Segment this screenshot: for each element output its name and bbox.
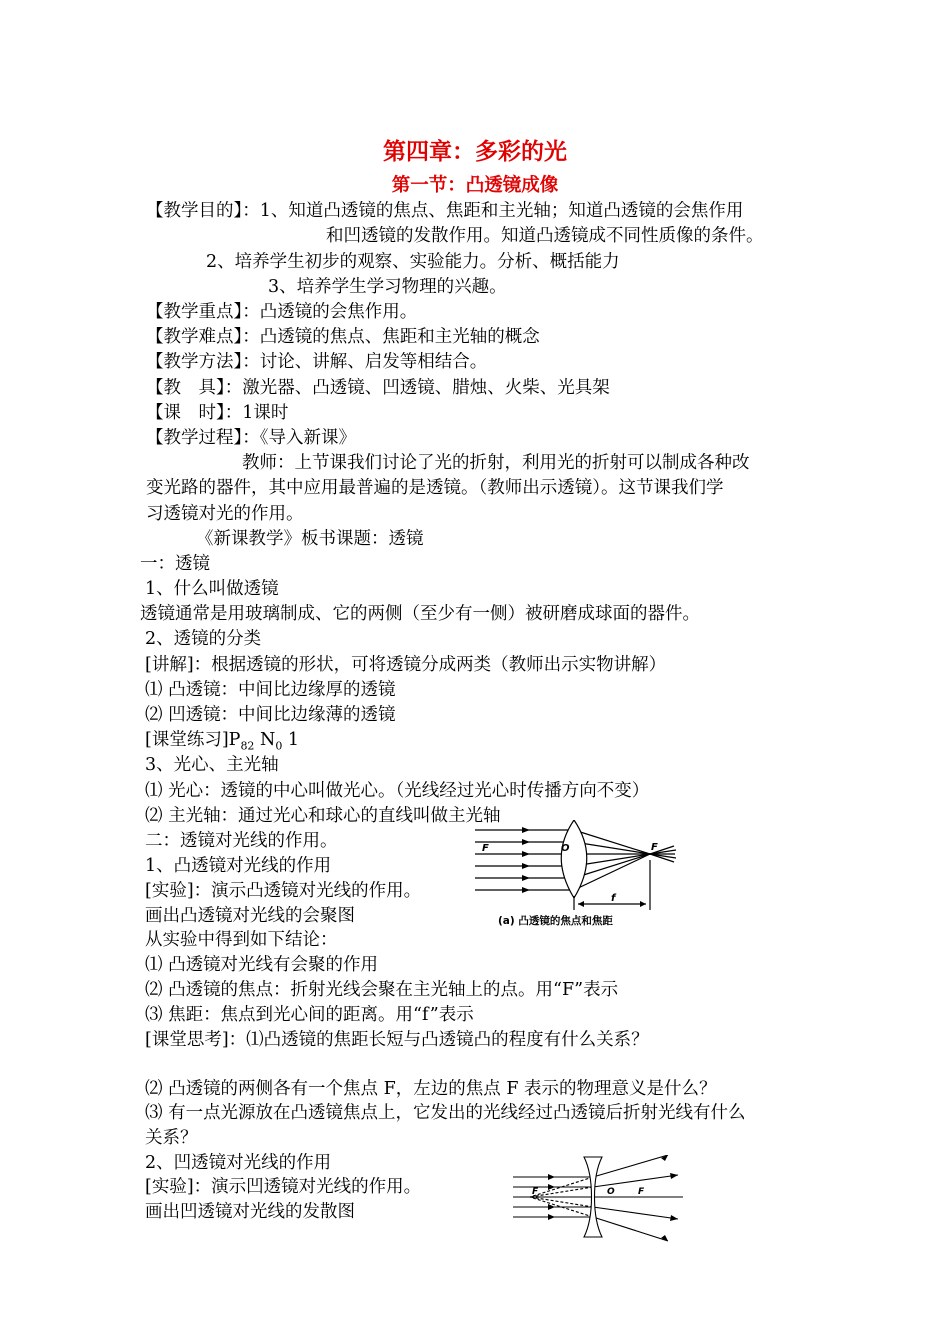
text-line: [课堂思考]：⑴凸透镜的焦距长短与凸透镜凸的程度有什么关系？ (145, 1030, 649, 1050)
text-line: 变光路的器件，其中应用最普遍的是透镜。（教师出示透镜）。这节课我们学 (146, 478, 724, 498)
text-line: 2、培养学生初步的观察、实验能力。分析、概括能力 (206, 252, 620, 272)
text-line: ⑵ 凸透镜的焦点：折射光线会聚在主光轴上的点。用“F”表示 (145, 980, 619, 1000)
focus-label: F (651, 842, 658, 853)
text-line: 【教 具】：激光器、凸透镜、凹透镜、腊烛、火柴、光具架 (146, 378, 610, 398)
text-line: 透镜通常是用玻璃制成、它的两侧（至少有一侧）被研磨成球面的器件。 (140, 604, 700, 624)
text-line: ⑵ 凹透镜：中间比边缘薄的透镜 (145, 705, 396, 725)
text-line: [实验]：演示凸透镜对光线的作用。 (145, 881, 422, 901)
text-line: ⑶ 有一点光源放在凸透镜焦点上，它发出的光线经过凸透镜后折射光线有什么 (145, 1103, 746, 1123)
text-line: 画出凸透镜对光线的会聚图 (145, 906, 355, 926)
text-line: 二：透镜对光线的作用。 (145, 831, 338, 851)
text-line: 关系？ (145, 1128, 198, 1148)
focus-label-right: F (638, 1187, 645, 1197)
text-line: ⑶ 焦距：焦点到光心间的距离。用“f”表示 (145, 1005, 474, 1025)
text-line: 3、光心、主光轴 (145, 755, 279, 775)
text-line: 从实验中得到如下结论： (145, 930, 338, 950)
text-line: [实验]：演示凹透镜对光线的作用。 (145, 1177, 422, 1197)
text-line: 1、凸透镜对光线的作用 (145, 856, 332, 876)
text-line: ⑴ 凸透镜：中间比边缘厚的透镜 (145, 680, 396, 700)
text-line: 2、凹透镜对光线的作用 (145, 1153, 332, 1173)
text-line: 【教学难点】：凸透镜的焦点、焦距和主光轴的概念 (146, 327, 540, 347)
text-line: 【教学过程】：《导入新课》 (146, 428, 356, 448)
focal-length-label: f (611, 893, 616, 904)
text-line: 习透镜对光的作用。 (146, 504, 304, 524)
optical-center-label: O (561, 843, 570, 854)
focus-label-left: F (482, 843, 489, 854)
text-line: 【课 时】：1课时 (146, 403, 289, 423)
text-line: 一：透镜 (140, 554, 210, 574)
text-line: 【教学方法】：讨论、讲解、启发等相结合。 (146, 352, 488, 372)
text-line: 和凹透镜的发散作用。知道凸透镜成不同性质像的条件。 (326, 226, 764, 246)
text-line: ⑴ 凸透镜对光线有会聚的作用 (145, 955, 379, 975)
convex-lens-diagram (470, 820, 690, 932)
exercise-line: [课堂练习]$P_{82}$ $N_0$ 1 (145, 730, 300, 753)
focus-label-left: F (532, 1187, 539, 1197)
text-line: 《新课教学》板书课题：透镜 (196, 529, 424, 549)
text-line: 教师：上节课我们讨论了光的折射，利用光的折射可以制成各种改 (242, 453, 750, 473)
text-line: ⑵ 凸透镜的两侧各有一个焦点 F，左边的焦点 F 表示的物理意义是什么？ (145, 1079, 717, 1099)
concave-lens-diagram (508, 1155, 688, 1245)
text-line: 3、培养学生学习物理的兴趣。 (268, 277, 507, 297)
text-line: ⑵ 主光轴：通过光心和球心的直线叫做主光轴 (145, 806, 501, 826)
optical-center-label: O (607, 1187, 615, 1197)
text-line: ⑴ 光心：透镜的中心叫做光心。（光线经过光心时传播方向不变） (145, 781, 650, 801)
text-line: 画出凹透镜对光线的发散图 (145, 1202, 355, 1222)
section-title: 第一节：凸透镜成像 (391, 175, 559, 196)
text-line: [讲解]：根据透镜的形状，可将透镜分成两类（教师出示实物讲解） (145, 655, 667, 675)
text-line: 【教学目的】：1、知道凸透镜的焦点、焦距和主光轴；知道凸透镜的会焦作用 (146, 201, 744, 221)
text-line: 【教学重点】：凸透镜的会焦作用。 (146, 302, 418, 322)
figure-caption: (a) 凸透镜的焦点和焦距 (498, 915, 613, 927)
text-line: 1、什么叫做透镜 (145, 579, 279, 599)
text-line: 2、透镜的分类 (145, 629, 262, 649)
chapter-title: 第四章：多彩的光 (383, 138, 567, 165)
